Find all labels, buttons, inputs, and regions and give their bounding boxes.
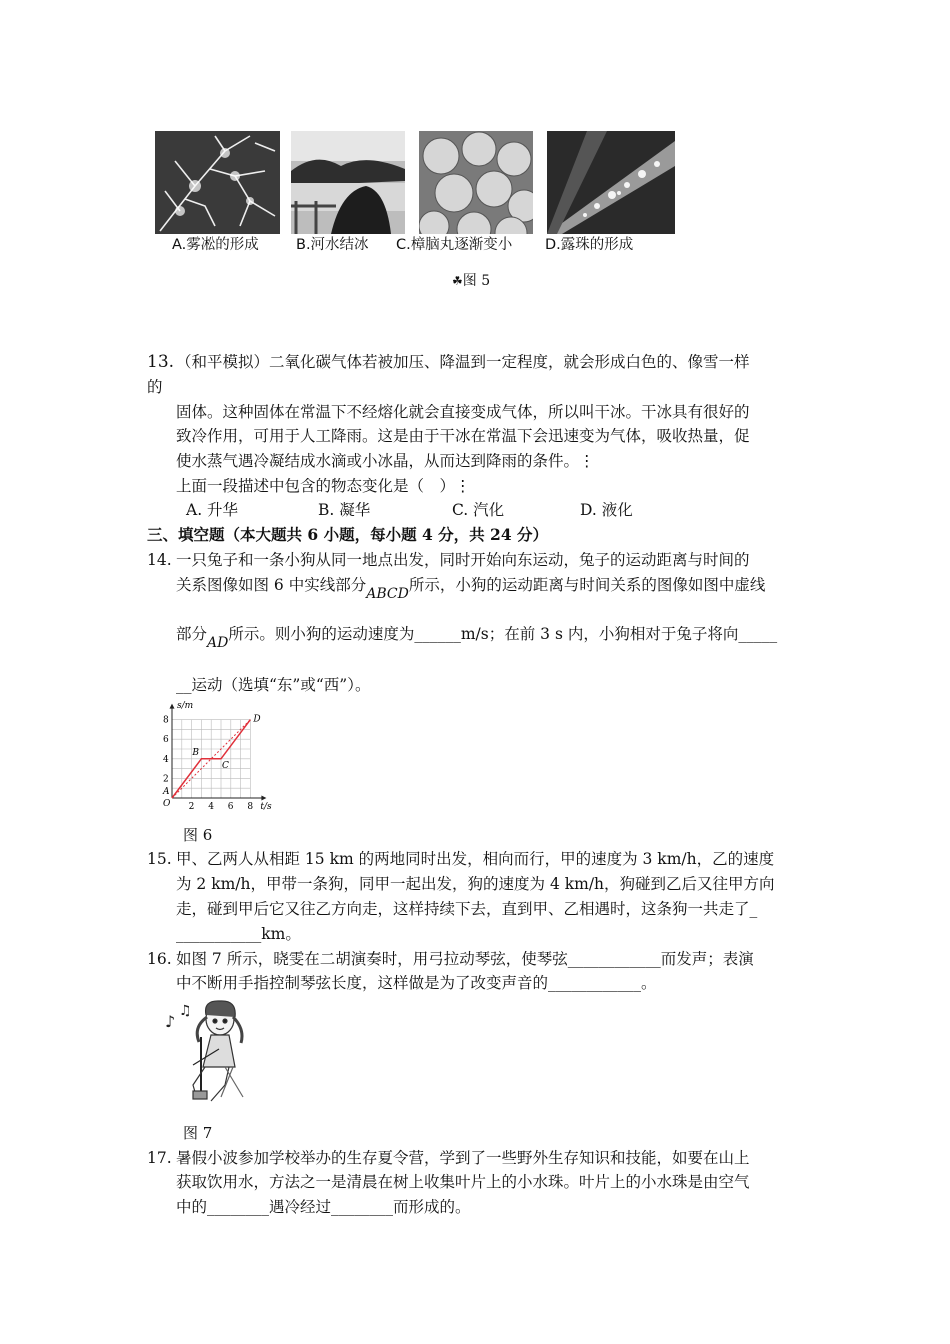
fig5-caption-d: D.露珠的形成 [545, 237, 634, 253]
point-label: D [253, 714, 261, 725]
q13-option-d: D. 液化 [580, 501, 633, 519]
fig7-label: 图 7 [183, 1124, 213, 1142]
q16-number: 16. [147, 950, 172, 968]
q14-line2 [176, 573, 766, 602]
q14-line3-b: 所示。则小狗的运动速度为______m/s；在前 3 s 内，小狗相对于兔子将向_____ [228, 625, 778, 643]
point-label: B [192, 747, 200, 758]
x-tick-label: 4 [208, 802, 214, 812]
q16-line2: 中不断用手指控制琴弦长度，这样做是为了改变声音的____________。 [176, 974, 657, 992]
q17-line2: 获取饮用水，方法之一是清晨在树上收集叶片上的小水珠。叶片上的小水珠是由空气 [176, 1173, 750, 1191]
q14-math-abcd: ABCD [366, 586, 409, 602]
y-tick-label: 4 [163, 754, 169, 765]
q17-line3: 中的________遇冷经过________而形成的。 [176, 1198, 471, 1216]
q13-line1b: 的 [147, 378, 163, 396]
q14-line4: __运动（选填“东”或“西”）。 [176, 676, 371, 694]
fig5-caption-a: A.雾凇的形成 [172, 237, 259, 253]
q14-line2-b: 所示，小狗的运动距离与时间关系的图像如图中虚线 [408, 576, 766, 594]
dew-photo [547, 131, 675, 234]
q13-line2: 固体。这种固体在常温下不经熔化就会直接变成气体，所以叫干冰。干冰具有很好的 [176, 403, 750, 421]
fig6-label: 图 6 [183, 826, 213, 844]
q15-line3: 走，碰到甲后它又往乙方向走，这样持续下去，直到甲、乙相遇时，这条狗一共走了_ [176, 900, 758, 918]
section3-title: 三、填空题（本大题共 6 小题，每小题 4 分，共 24 分） [147, 525, 549, 544]
q15-number: 15. [147, 850, 172, 868]
q13-option-b: B. 凝华 [318, 501, 371, 519]
x-tick-label: 8 [247, 802, 254, 812]
y-tick-label: 8 [163, 715, 169, 726]
q13-line1: （和平模拟）二氧化碳气体若被加压、降温到一定程度，就会形成白色的、像雪一样 [176, 353, 750, 371]
q13-line5: 上面一段描述中包含的物态变化是（ ）⋮ [176, 477, 471, 495]
svg-text:♪: ♪ [165, 1012, 176, 1031]
y-tick-label: 2 [163, 774, 169, 785]
x-tick-label: 2 [188, 802, 195, 812]
fig5-caption-c: C.樟脑丸逐渐变小 [396, 237, 513, 253]
fig5-label: 图 5 [462, 273, 491, 289]
origin-label: O [163, 799, 171, 809]
y-tick-label: 6 [163, 735, 169, 746]
q14-line2-a: 关系图像如图 6 中实线部分 [176, 576, 367, 594]
erhu-player-illustration [163, 997, 253, 1105]
point-label: C [222, 760, 229, 771]
q15-line1: 甲、乙两人从相距 15 km 的两地同时出发，相向而行，甲的速度为 3 km/h，乙的速度 [176, 850, 775, 868]
x-axis-arrow [261, 796, 266, 801]
y-axis-arrow [170, 704, 175, 709]
rime-photo [155, 131, 280, 234]
q13-line4: 使水蒸气遇冷凝结成水滴或小冰晶，从而达到降雨的条件。⋮ [176, 452, 595, 470]
svg-text:♫: ♫ [179, 1003, 192, 1019]
q13-option-a: A. 升华 [186, 501, 239, 519]
fig5-caption-b: B.河水结冰 [296, 237, 369, 253]
q14-math-ad: AD [207, 635, 229, 651]
fig5-label-row [452, 270, 490, 290]
q15-line4: ___________km。 [176, 925, 301, 943]
point-label: A [163, 787, 170, 797]
fig6-chart [158, 698, 298, 814]
camphor-photo [419, 131, 533, 234]
q16-line1: 如图 7 所示，晓雯在二胡演奏时，用弓拉动琴弦，使琴弦____________而发声；表演 [176, 950, 754, 968]
x-tick-label: 6 [227, 802, 234, 812]
anchor-icon: ☘ [452, 274, 463, 288]
chart-text [162, 701, 272, 812]
q13-number: 13. [147, 352, 175, 372]
q14-line3 [176, 622, 778, 651]
q17-line1: 暑假小波参加学校举办的生存夏令营，学到了一些野外生存知识和技能，如要在山上 [176, 1149, 750, 1167]
q13-option-c: C. 汽化 [452, 501, 505, 519]
q14-line3-a: 部分 [176, 625, 208, 643]
q14-line1: 一只兔子和一条小狗从同一地点出发，同时开始向东运动，兔子的运动距离与时间的 [176, 551, 750, 569]
river-photo [291, 131, 405, 234]
q17-number: 17. [147, 1149, 172, 1167]
y-axis-label: s/m [177, 701, 194, 711]
q15-line2: 为 2 km/h，甲带一条狗，同甲一起出发，狗的速度为 4 km/h，狗碰到乙后又往甲方向 [176, 875, 775, 893]
q13-line3: 致冷作用，可用于人工降雨。这是由于干冰在常温下会迅速变为气体，吸收热量，促 [176, 427, 750, 445]
x-axis-label: t/s [260, 802, 272, 812]
q14-number: 14. [147, 551, 172, 569]
